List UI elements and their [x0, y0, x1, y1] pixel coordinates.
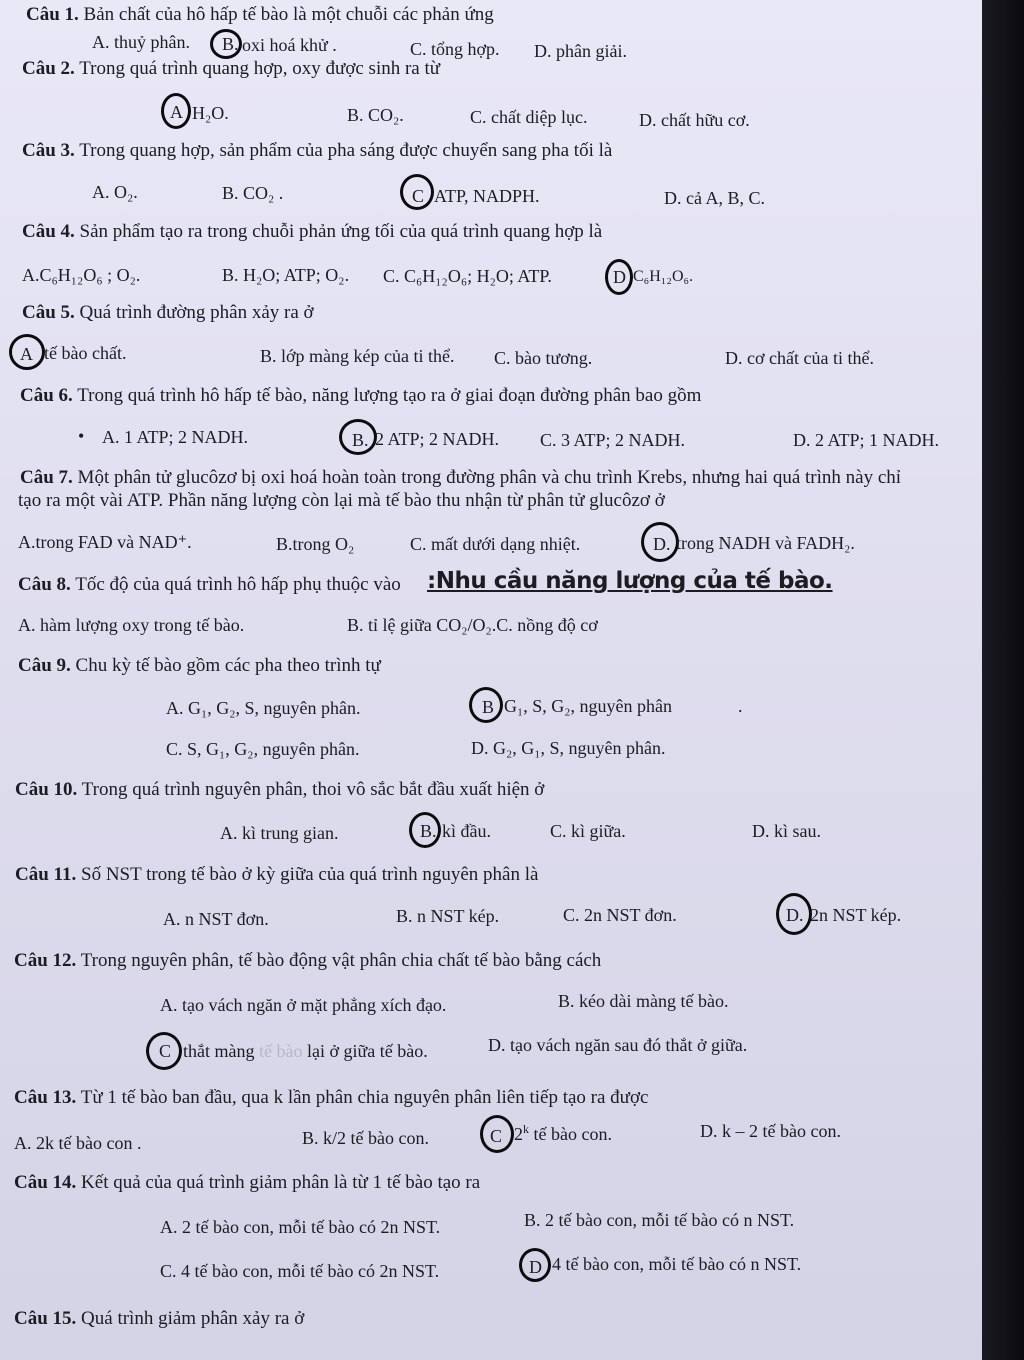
option-c: C. 2n NST đơn. — [563, 905, 677, 925]
option-c-suffix: tế bào con. — [533, 1124, 612, 1144]
option-c-base: 2 — [514, 1124, 523, 1144]
question-number: Câu 2. — [22, 58, 75, 79]
option-c-faded-text: tế bào — [258, 1041, 303, 1061]
question-text: Tốc độ của quá trình hô hấp phụ thuộc vào — [75, 574, 401, 595]
option-d-text: 4 tế bào con, mỗi tế bào có n NST. — [552, 1254, 802, 1274]
question-text: Quá trình giảm phân xảy ra ở — [81, 1308, 305, 1329]
question-13 — [14, 1087, 648, 1109]
question-9 — [18, 655, 381, 677]
option-c-letter: C — [159, 1041, 172, 1061]
stray-dot: . — [738, 696, 743, 716]
option-b-letter: B — [482, 697, 495, 717]
question-7 — [20, 467, 901, 489]
question-15 — [14, 1308, 304, 1330]
question-number: Câu 1. — [26, 4, 79, 25]
answer-circle — [480, 1115, 514, 1153]
option-c-text-end: lại ở giữa tế bào. — [306, 1041, 428, 1061]
option-c: C. tổng hợp. — [410, 39, 500, 59]
bullet: • — [78, 426, 85, 446]
answer-circle — [469, 687, 503, 723]
option-b-text: G₁, S, G₂, nguyên phân — [504, 696, 673, 716]
option-a: A. kì trung gian. — [220, 823, 339, 843]
option-b: B. k/2 tế bào con. — [302, 1128, 429, 1148]
question-1 — [26, 4, 494, 26]
option-a-text: tế bào chất. — [44, 343, 127, 363]
option-d: D. chất hữu cơ. — [639, 110, 750, 130]
option-a: A. 2k tế bào con . — [14, 1133, 142, 1153]
question-6 — [20, 385, 701, 407]
option-d-letter: D. — [653, 534, 671, 554]
question-text: Trong nguyên phân, tế bào động vật phân chia chất tế bào bằng cách — [80, 950, 602, 971]
question-5 — [22, 302, 314, 324]
question-text: Sản phẩm tạo ra trong chuỗi phản ứng tối của quá trình quang hợp là — [79, 221, 603, 242]
question-4 — [22, 221, 602, 243]
question-number: Câu 9. — [18, 655, 71, 676]
answer-circle — [400, 174, 434, 210]
option-a-letter: A — [20, 344, 33, 364]
option-d: D. cơ chất của ti thể. — [725, 348, 874, 368]
question-number: Câu 11. — [15, 864, 77, 885]
option-d: D. G₂, G₁, S, nguyên phân. — [471, 738, 666, 758]
dark-background-edge — [982, 0, 1024, 1360]
option-d-text: 2n NST kép. — [810, 905, 902, 925]
option-b-letter: B. — [352, 430, 369, 450]
option-b-letter: B. — [420, 821, 437, 841]
option-a: A. thuỷ phân. — [92, 32, 190, 52]
question-number: Câu 15. — [14, 1308, 77, 1329]
option-c-letter: C — [412, 186, 425, 206]
option-d: D. kì sau. — [752, 821, 821, 841]
answer-circle — [9, 334, 45, 370]
option-c: C. S, G₁, G₂, nguyên phân. — [166, 739, 360, 759]
question-text: Một phân tử glucôzơ bị oxi hoá hoàn toàn trong đường phân và chu trình Krebs, nhưng hai quá trình này chỉ — [77, 467, 902, 488]
option-d: D. tạo vách ngăn sau đó thắt ở giữa. — [488, 1035, 748, 1055]
option-a: A. 2 tế bào con, mỗi tế bào có 2n NST. — [160, 1217, 441, 1237]
question-8 — [18, 574, 401, 596]
option-d-text: trong NADH và FADH₂. — [676, 533, 855, 553]
option-a: A. hàm lượng oxy trong tế bào. — [18, 615, 245, 635]
answer-circle — [146, 1032, 182, 1070]
question-number: Câu 3. — [22, 140, 75, 161]
option-b: B. CO₂. — [347, 105, 404, 125]
option-a: A.trong FAD và NAD⁺. — [18, 532, 192, 552]
question-number: Câu 10. — [15, 779, 78, 800]
question-number: Câu 13. — [14, 1087, 77, 1108]
question-text: Trong quang hợp, sản phẩm của pha sáng được chuyển sang pha tối là — [79, 140, 613, 161]
option-c: C. bào tương. — [494, 348, 593, 368]
option-d-letter: D — [529, 1257, 542, 1277]
option-c: C. C₆H₁₂O₆; H₂O; ATP. — [383, 266, 552, 286]
handwritten-answer: :Nhu cầu năng lượng của tế bào. — [427, 568, 833, 594]
question-text: Trong quá trình hô hấp tế bào, năng lượng tạo ra ở giai đoạn đường phân bao gồm — [77, 385, 702, 406]
question-number: Câu 4. — [22, 221, 75, 242]
option-a-letter: A — [170, 102, 183, 122]
option-b: B. n NST kép. — [396, 906, 500, 926]
question-text: Bản chất của hô hấp tế bào là một chuỗi các phản ứng — [83, 4, 494, 25]
question-number: Câu 12. — [14, 950, 77, 971]
question-text: Trong quá trình nguyên phân, thoi vô sắc bắt đầu xuất hiện ở — [81, 779, 545, 800]
answer-circle — [605, 259, 633, 295]
answer-circle — [409, 812, 441, 848]
option-d: D. phân giải. — [534, 41, 627, 61]
option-d: D. k – 2 tế bào con. — [700, 1121, 841, 1141]
option-b: B.trong O₂ — [276, 534, 355, 554]
option-a: A. G₁, G₂, S, nguyên phân. — [166, 698, 361, 718]
question-text: Trong quá trình quang hợp, oxy được sinh ra từ — [79, 58, 441, 79]
option-b: B. 2 tế bào con, mỗi tế bào có n NST. — [524, 1210, 795, 1230]
answer-circle — [210, 29, 242, 59]
question-text: Chu kỳ tế bào gồm các pha theo trình tự — [75, 655, 381, 676]
option-d: D. cả A, B, C. — [664, 188, 765, 208]
option-c-letter: C — [490, 1126, 503, 1146]
question-text: Từ 1 tế bào ban đầu, qua k lần phân chia nguyên phân liên tiếp tạo ra được — [80, 1087, 649, 1108]
option-b: B. H₂O; ATP; O₂. — [222, 265, 350, 285]
option-c-text — [183, 1040, 428, 1062]
answer-circle — [519, 1248, 551, 1282]
option-c: C. chất diệp lục. — [470, 107, 588, 127]
option-b-text: kì đầu. — [442, 821, 491, 841]
option-a-text: H₂O. — [192, 103, 229, 123]
question-number: Câu 5. — [22, 302, 75, 323]
option-d: D. 2 ATP; 1 NADH. — [793, 430, 940, 450]
option-d-letter: D. — [786, 905, 804, 925]
option-c-text: ATP, NADPH. — [434, 186, 540, 206]
option-d-text: C₆H₁₂O₆. — [633, 268, 694, 285]
option-a: A. n NST đơn. — [163, 909, 269, 929]
question-12 — [14, 950, 601, 972]
option-c-text — [514, 1123, 612, 1145]
question-10 — [15, 779, 544, 801]
answer-circle — [641, 522, 679, 562]
question-number: Câu 6. — [20, 385, 73, 406]
question-number: Câu 8. — [18, 574, 71, 595]
option-c-exponent: k — [523, 1122, 529, 1136]
answer-circle — [161, 93, 191, 129]
option-b: B. lớp màng kép của ti thể. — [260, 346, 455, 366]
option-b: B. kéo dài màng tế bào. — [558, 991, 729, 1011]
option-b-text: oxi hoá khử . — [242, 35, 337, 55]
option-b-c: B. tỉ lệ giữa CO₂/O₂.C. nồng độ cơ — [347, 615, 598, 635]
option-a: A.C₆H₁₂O₆ ; O₂. — [22, 265, 141, 285]
option-a: A. tạo vách ngăn ở mặt phẳng xích đạo. — [160, 995, 447, 1015]
option-b: B. CO₂ . — [222, 183, 284, 203]
option-a: A. 1 ATP; 2 NADH. — [102, 427, 249, 447]
option-c-text-part: thắt màng — [183, 1041, 255, 1061]
question-3 — [22, 140, 612, 162]
question-number: Câu 7. — [20, 467, 73, 488]
question-11 — [15, 864, 538, 886]
question-7-continued: tạo ra một vài ATP. Phần năng lượng còn lại mà tế bào thu nhận từ phân tử glucôzơ ở — [18, 490, 665, 511]
option-a: A. O₂. — [92, 182, 138, 202]
option-c: C. 4 tế bào con, mỗi tế bào có 2n NST. — [160, 1261, 440, 1281]
answer-circle — [339, 419, 377, 455]
option-b-letter: B. — [222, 34, 239, 54]
option-c: C. mất dưới dạng nhiệt. — [410, 534, 581, 554]
option-b-text: 2 ATP; 2 NADH. — [375, 429, 500, 449]
answer-circle — [776, 893, 812, 935]
option-c: C. kì giữa. — [550, 821, 626, 841]
question-text: Quá trình đường phân xảy ra ở — [79, 302, 314, 323]
question-text: Số NST trong tế bào ở kỳ giữa của quá trình nguyên phân là — [81, 864, 539, 885]
option-d-letter: D — [613, 267, 626, 287]
question-14 — [14, 1172, 480, 1194]
question-2 — [22, 58, 440, 80]
question-number: Câu 14. — [14, 1172, 77, 1193]
question-text: Kết quả của quá trình giảm phân là từ 1 tế bào tạo ra — [81, 1172, 481, 1193]
option-c: C. 3 ATP; 2 NADH. — [540, 430, 686, 450]
